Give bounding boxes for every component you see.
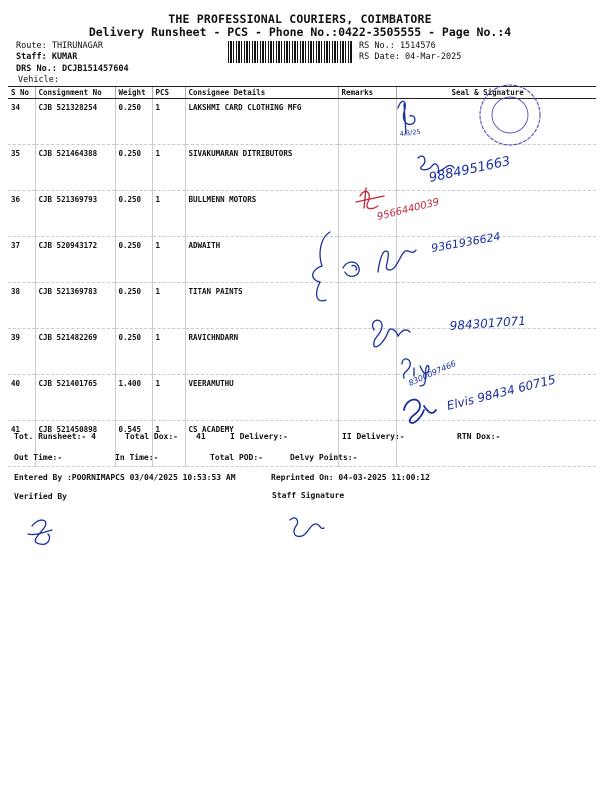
row-signature bbox=[396, 99, 596, 145]
row-signature bbox=[396, 237, 596, 283]
row-consignee: ADWAITH bbox=[185, 237, 338, 283]
col-consignment: Consignment No bbox=[35, 87, 115, 99]
row-consignee: TITAN PAINTS bbox=[185, 283, 338, 329]
row-remarks bbox=[338, 237, 396, 283]
row-weight: 0.250 bbox=[115, 145, 152, 191]
row-signature bbox=[396, 375, 596, 421]
row-pcs: 1 bbox=[152, 375, 185, 421]
row-signature bbox=[396, 329, 596, 375]
entered-by: Entered By :POORNIMAPCS 03/04/2025 10:53:53 AM bbox=[14, 473, 236, 482]
verified-signature bbox=[28, 520, 52, 544]
row-consignment: CJB 521482269 bbox=[35, 329, 115, 375]
row-consignment: CJB 520943172 bbox=[35, 237, 115, 283]
row-consignee: BULLMENN MOTORS bbox=[185, 191, 338, 237]
handwriting-phone-row-36: 9566440039 bbox=[376, 196, 441, 223]
table-row bbox=[8, 375, 596, 421]
handwriting-phone-row-39: 9843017071 bbox=[449, 313, 527, 333]
row-consignment: CJB 521401765 bbox=[35, 375, 115, 421]
verified-by-label: Verified By bbox=[14, 492, 67, 501]
row-consignee: SIVAKUMARAN DITRIBUTORS bbox=[185, 145, 338, 191]
staff-label: Staff: KUMAR bbox=[16, 52, 78, 62]
col-consignee: Consignee Details bbox=[185, 87, 338, 99]
row-weight: 0.250 bbox=[115, 329, 152, 375]
rs-date: RS Date: 04-Mar-2025 bbox=[359, 52, 462, 62]
i-delivery-label: I Delivery:- bbox=[230, 432, 288, 441]
table-row bbox=[8, 329, 596, 375]
row-remarks bbox=[338, 191, 396, 237]
col-seal-signature: Seal & Signature bbox=[396, 87, 596, 99]
row-weight: 0.250 bbox=[115, 283, 152, 329]
rtn-dox-label: RTN Dox:- bbox=[457, 432, 501, 441]
row-pcs: 1 bbox=[152, 329, 185, 375]
row-signature bbox=[396, 145, 596, 191]
row-consignment: CJB 521328254 bbox=[35, 99, 115, 145]
rs-number: RS No.: 1514576 bbox=[359, 41, 436, 51]
row-consignment: CJB 521464388 bbox=[35, 145, 115, 191]
staff-signature bbox=[290, 518, 324, 537]
row-consignee: VEERAMUTHU bbox=[185, 375, 338, 421]
row-consignment: CJB 521369783 bbox=[35, 283, 115, 329]
row-weight: 1.400 bbox=[115, 375, 152, 421]
row-consignee: RAVICHNDARN bbox=[185, 329, 338, 375]
row-weight: 0.250 bbox=[115, 99, 152, 145]
row-pcs: 1 bbox=[152, 99, 185, 145]
col-pcs: PCS bbox=[152, 87, 185, 99]
handwriting-phone-row-35: 9884951663 bbox=[427, 154, 512, 186]
row-pcs: 1 bbox=[152, 237, 185, 283]
row-weight: 0.250 bbox=[115, 237, 152, 283]
row-remarks bbox=[338, 329, 396, 375]
row-weight: 0.545 bbox=[115, 421, 152, 467]
row-signature bbox=[396, 191, 596, 237]
in-time-label: In Time:- bbox=[115, 453, 159, 462]
row-remarks bbox=[338, 283, 396, 329]
staff-signature-label: Staff Signature bbox=[272, 491, 345, 500]
out-time-label: Out Time:- bbox=[14, 453, 63, 462]
handwriting-row-41: Elvis 98434 60715 bbox=[445, 372, 558, 413]
table-row bbox=[8, 145, 596, 191]
runsheet-table bbox=[8, 86, 596, 467]
total-runsheet: Tot. Runsheet:- 4 bbox=[14, 432, 96, 441]
row-consignee: LAKSHMI CARD CLOTHING MFG bbox=[185, 99, 338, 145]
reprinted-on: Reprinted On: 04-03-2025 11:00:12 bbox=[271, 473, 430, 482]
row-sno: 35 bbox=[8, 145, 35, 191]
row-pcs: 1 bbox=[152, 191, 185, 237]
row-sno: 37 bbox=[8, 237, 35, 283]
col-sno: S No bbox=[8, 87, 35, 99]
row-remarks bbox=[338, 375, 396, 421]
col-weight: Weight bbox=[115, 87, 152, 99]
row-consignment: CJB 521369793 bbox=[35, 191, 115, 237]
row-remarks bbox=[338, 99, 396, 145]
table-header-row bbox=[8, 87, 596, 99]
table-row bbox=[8, 191, 596, 237]
total-pod-label: Total POD:- bbox=[210, 453, 263, 462]
handwriting-phone-row-40: 8300097466 bbox=[407, 358, 458, 388]
total-dox-label: Total Dox:- bbox=[125, 432, 178, 441]
vehicle-label: Vehicle: bbox=[18, 75, 59, 85]
row-sno: 41 bbox=[8, 421, 35, 467]
route-label: Route: THIRUNAGAR bbox=[16, 41, 103, 51]
company-title: THE PROFESSIONAL COURIERS, COIMBATORE bbox=[168, 12, 432, 26]
table-row bbox=[8, 283, 596, 329]
handwriting-date: 4/3/25 bbox=[399, 127, 422, 138]
handwriting-phone-row-38: 9361936624 bbox=[430, 229, 502, 255]
row-remarks bbox=[338, 145, 396, 191]
row-sno: 38 bbox=[8, 283, 35, 329]
row-pcs: 1 bbox=[152, 283, 185, 329]
row-consignee: CS ACADEMY bbox=[185, 421, 338, 467]
row-signature bbox=[396, 421, 596, 467]
row-sno: 34 bbox=[8, 99, 35, 145]
row-sno: 40 bbox=[8, 375, 35, 421]
col-remarks: Remarks bbox=[338, 87, 396, 99]
total-dox-value: 41 bbox=[196, 432, 206, 441]
table-row bbox=[8, 99, 596, 145]
ii-delivery-label: II Delivery:- bbox=[342, 432, 405, 441]
row-pcs: 1 bbox=[152, 145, 185, 191]
barcode bbox=[228, 41, 353, 63]
row-consignment: CJB 521450898 bbox=[35, 421, 115, 467]
table-row bbox=[8, 237, 596, 283]
row-pcs: 1 bbox=[152, 421, 185, 467]
row-sno: 39 bbox=[8, 329, 35, 375]
drs-number: DRS No.: DCJB151457604 bbox=[16, 64, 129, 74]
row-weight: 0.250 bbox=[115, 191, 152, 237]
row-signature bbox=[396, 283, 596, 329]
runsheet-subtitle: Delivery Runsheet - PCS - Phone No.:0422-3505555 - Page No.:4 bbox=[88, 25, 512, 39]
delvy-points-label: Delvy Points:- bbox=[290, 453, 358, 462]
row-sno: 36 bbox=[8, 191, 35, 237]
